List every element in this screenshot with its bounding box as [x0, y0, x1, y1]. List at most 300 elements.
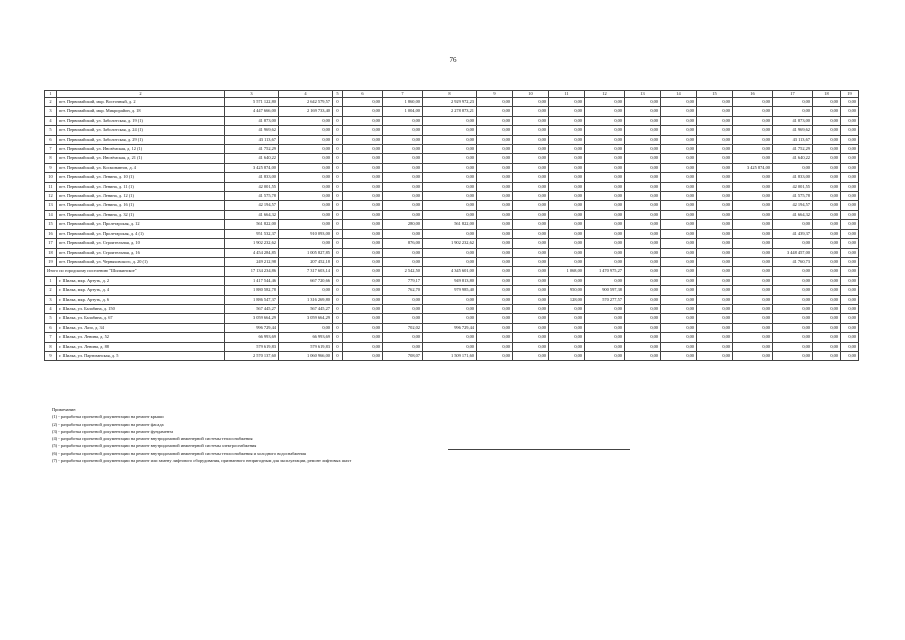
value-cell: 0,00 — [423, 145, 477, 154]
value-cell: 41 439,37 — [773, 229, 813, 238]
value-cell: 0,00 — [423, 173, 477, 182]
value-cell: 0,00 — [585, 163, 625, 172]
value-cell: 0,00 — [549, 257, 585, 266]
address-cell: г. Шилка, ул. Партизанская, д. 5 — [57, 351, 225, 360]
value-cell: 0,00 — [773, 286, 813, 295]
value-cell: 0,00 — [343, 201, 383, 210]
row-number: 2 — [45, 286, 57, 295]
row-number: 9 — [45, 163, 57, 172]
address-cell: г. Шилка, ул. Ленина, д. 52 — [57, 333, 225, 342]
value-cell: 0 — [333, 295, 343, 304]
value-cell: 0,00 — [661, 295, 697, 304]
value-cell: 0,00 — [585, 323, 625, 332]
value-cell: 0,00 — [625, 154, 661, 163]
value-cell: 0,00 — [813, 248, 841, 257]
value-cell: 762,70 — [383, 286, 423, 295]
address-cell: пгт. Первомайский, ул. Строительная, д. 10 — [57, 239, 225, 248]
value-cell: 0,00 — [549, 173, 585, 182]
value-cell: 0 — [333, 286, 343, 295]
value-cell: 0,00 — [841, 333, 859, 342]
value-cell: 41 664,32 — [773, 210, 813, 219]
value-cell: 0,00 — [423, 116, 477, 125]
value-cell: 0 — [333, 314, 343, 323]
address-cell: г. Шилка, ул. Балабина, д. 67 — [57, 314, 225, 323]
value-cell: 0,00 — [625, 220, 661, 229]
value-cell: 4 345 601,00 — [423, 267, 477, 276]
value-cell: 41 752,29 — [225, 145, 279, 154]
value-cell: 0,00 — [513, 351, 549, 360]
value-cell: 567 445,27 — [279, 304, 333, 313]
column-number-cell: 18 — [813, 91, 841, 98]
value-cell: 0 — [333, 351, 343, 360]
value-cell: 0,00 — [585, 229, 625, 238]
value-cell: 2 278 873,21 — [423, 107, 477, 116]
column-number-cell: 17 — [773, 91, 813, 98]
value-cell: 0,00 — [513, 304, 549, 313]
value-cell: 0,00 — [841, 342, 859, 351]
value-cell: 949 813,80 — [423, 276, 477, 285]
note-item: (4) - разработка проектной документации на ремонт внутридомовой инженерной системы теплоснабжения — [52, 436, 253, 442]
column-number-cell: 13 — [625, 91, 661, 98]
value-cell: 0,00 — [549, 192, 585, 201]
address-cell: пгт. Первомайский, мкр. Восточный, д. 2 — [57, 98, 225, 107]
value-cell: 0,00 — [841, 107, 859, 116]
value-cell: 900 597,38 — [585, 286, 625, 295]
value-cell: 0,00 — [625, 333, 661, 342]
address-cell: г. Шилка, ул. Лазо, д. 34 — [57, 323, 225, 332]
program-table — [44, 90, 859, 361]
value-cell: 0,00 — [661, 323, 697, 332]
value-cell: 0,00 — [383, 248, 423, 257]
value-cell: 0,00 — [813, 257, 841, 266]
value-cell: 0 — [333, 154, 343, 163]
value-cell: 0,00 — [343, 126, 383, 135]
value-cell: 0,00 — [279, 323, 333, 332]
address-cell: пгт. Первомайский, ул. Ленина, д. 12 (1) — [57, 192, 225, 201]
value-cell: 667 720,66 — [279, 276, 333, 285]
column-number-cell: 19 — [841, 91, 859, 98]
value-cell: 0,00 — [841, 220, 859, 229]
value-cell: 0 — [333, 210, 343, 219]
value-cell: 1 886 547,37 — [225, 295, 279, 304]
value-cell: 2 169 733,40 — [279, 107, 333, 116]
value-cell: 0 — [333, 116, 343, 125]
value-cell: 0,00 — [697, 314, 733, 323]
value-cell: 0,00 — [549, 333, 585, 342]
row-number: 7 — [45, 145, 57, 154]
value-cell: 0,00 — [661, 173, 697, 182]
column-number-cell: 6 — [343, 91, 383, 98]
value-cell: 0,00 — [549, 135, 585, 144]
value-cell: 0,00 — [423, 154, 477, 163]
row-number: 5 — [45, 314, 57, 323]
value-cell: 41 833,00 — [773, 173, 813, 182]
value-cell: 0,00 — [625, 323, 661, 332]
column-number-cell: 12 — [585, 91, 625, 98]
value-cell: 0,00 — [733, 126, 773, 135]
value-cell: 0,00 — [279, 220, 333, 229]
value-cell: 0,00 — [813, 145, 841, 154]
value-cell: 0 — [333, 229, 343, 238]
value-cell: 0,00 — [697, 248, 733, 257]
value-cell: 0,00 — [343, 267, 383, 276]
value-cell: 0,00 — [383, 173, 423, 182]
value-cell: 0,00 — [733, 351, 773, 360]
value-cell: 0,00 — [513, 229, 549, 238]
value-cell: 0,00 — [773, 333, 813, 342]
value-cell: 0,00 — [841, 323, 859, 332]
value-cell: 41 969,62 — [225, 126, 279, 135]
value-cell: 0,00 — [733, 323, 773, 332]
value-cell: 207 452,18 — [279, 257, 333, 266]
value-cell: 570 277,57 — [585, 295, 625, 304]
value-cell: 42 194,57 — [773, 201, 813, 210]
value-cell: 0,00 — [813, 182, 841, 191]
row-number: 14 — [45, 210, 57, 219]
value-cell: 0,00 — [477, 98, 513, 107]
value-cell: 0,00 — [697, 116, 733, 125]
value-cell: 910 093,00 — [279, 229, 333, 238]
value-cell: 996 729,44 — [423, 323, 477, 332]
row-number: 3 — [45, 295, 57, 304]
value-cell: 0,00 — [661, 342, 697, 351]
address-cell: г. Шилка, мкр. Артуть, д. 2 — [57, 276, 225, 285]
value-cell: 0,00 — [661, 98, 697, 107]
value-cell: 0,00 — [585, 154, 625, 163]
value-cell: 0,00 — [585, 98, 625, 107]
value-cell: 3 425 874,00 — [225, 163, 279, 172]
value-cell: 0,00 — [661, 351, 697, 360]
value-cell: 43 113,67 — [225, 135, 279, 144]
value-cell: 0,00 — [841, 276, 859, 285]
value-cell: 3 059 664,29 — [279, 314, 333, 323]
row-number: 17 — [45, 239, 57, 248]
value-cell: 0,00 — [549, 98, 585, 107]
value-cell: 0,00 — [625, 286, 661, 295]
value-cell: 0,00 — [423, 126, 477, 135]
value-cell: 0,00 — [343, 173, 383, 182]
value-cell: 0,00 — [423, 333, 477, 342]
value-cell: 41 640,22 — [773, 154, 813, 163]
value-cell: 0,00 — [513, 239, 549, 248]
value-cell: 0,00 — [773, 314, 813, 323]
table-row — [45, 145, 859, 154]
address-cell: пгт. Первомайский, ул. Ленина, д. 11 (1) — [57, 182, 225, 191]
value-cell: 0,00 — [585, 210, 625, 219]
row-number: 3 — [45, 107, 57, 116]
value-cell: 0,00 — [773, 295, 813, 304]
value-cell: 0,00 — [549, 248, 585, 257]
value-cell: 0,00 — [549, 107, 585, 116]
value-cell: 0,00 — [813, 135, 841, 144]
value-cell: 702,02 — [383, 323, 423, 332]
value-cell: 0,00 — [343, 116, 383, 125]
row-number: 6 — [45, 323, 57, 332]
row-number: 9 — [45, 351, 57, 360]
value-cell: 0,00 — [477, 201, 513, 210]
value-cell: 0,00 — [841, 295, 859, 304]
value-cell: 0,00 — [697, 107, 733, 116]
value-cell: 0,00 — [697, 201, 733, 210]
value-cell: 0,00 — [477, 342, 513, 351]
value-cell: 0,00 — [549, 276, 585, 285]
value-cell: 0,00 — [625, 295, 661, 304]
value-cell: 0,00 — [513, 173, 549, 182]
value-cell: 0,00 — [697, 126, 733, 135]
value-cell: 0 — [333, 239, 343, 248]
value-cell: 0,00 — [625, 116, 661, 125]
value-cell: 0,00 — [625, 182, 661, 191]
value-cell: 0,00 — [549, 314, 585, 323]
notes-section — [52, 406, 351, 464]
value-cell: 0,00 — [625, 163, 661, 172]
value-cell: 0,00 — [733, 192, 773, 201]
address-cell: пгт. Первомайский, ул. Пролетарская, д. 12 — [57, 220, 225, 229]
value-cell: 0,00 — [383, 116, 423, 125]
address-cell: пгт. Первомайский, ул. Космонавтов, д. 4 — [57, 163, 225, 172]
value-cell: 0,00 — [585, 248, 625, 257]
column-number-cell: 16 — [733, 91, 773, 98]
value-cell: 0,00 — [813, 116, 841, 125]
value-cell: 0,00 — [813, 210, 841, 219]
value-cell: 0,00 — [423, 314, 477, 323]
value-cell: 0,00 — [585, 192, 625, 201]
row-number: 12 — [45, 192, 57, 201]
value-cell: 0,00 — [477, 107, 513, 116]
value-cell: 0,00 — [697, 173, 733, 182]
value-cell: 0,00 — [625, 239, 661, 248]
value-cell: 0,00 — [585, 135, 625, 144]
value-cell: 0,00 — [697, 182, 733, 191]
value-cell: 7 317 603,14 — [279, 267, 333, 276]
value-cell: 0,00 — [383, 314, 423, 323]
value-cell: 0 — [333, 182, 343, 191]
value-cell: 0,00 — [813, 239, 841, 248]
value-cell: 0,00 — [279, 126, 333, 135]
value-cell: 0,00 — [343, 276, 383, 285]
value-cell: 0,00 — [513, 333, 549, 342]
value-cell: 0,00 — [773, 276, 813, 285]
row-number: 15 — [45, 220, 57, 229]
value-cell: 0,00 — [841, 145, 859, 154]
table-row — [45, 98, 859, 107]
value-cell: 0 — [333, 333, 343, 342]
subtotal-label: Итого по городскому поселению "Шилкинское" — [45, 267, 225, 276]
value-cell: 0,00 — [733, 314, 773, 323]
value-cell: 0,00 — [343, 182, 383, 191]
value-cell: 0,00 — [513, 98, 549, 107]
note-item: (6) - разработка проектной документации на ремонт внутридомовой инженерной системы теплоснабжения и холодного водоснабжения — [52, 450, 306, 456]
value-cell: 0,00 — [733, 210, 773, 219]
table-row — [45, 182, 859, 191]
row-number: 2 — [45, 98, 57, 107]
value-cell: 0,00 — [661, 182, 697, 191]
column-number-cell: 1 — [45, 91, 57, 98]
value-cell: 0,00 — [773, 98, 813, 107]
address-cell: пгт. Первомайский, ул. Ленина, д. 32 (1) — [57, 210, 225, 219]
value-cell: 0,00 — [383, 145, 423, 154]
value-cell: 0,00 — [661, 267, 697, 276]
note-item: (7) - разработка проектной документации на ремонт или замену лифтового оборудования, признанного непригодным для эксплуатации, ремонт лифтовых шахт — [52, 458, 352, 464]
value-cell: 0,00 — [697, 239, 733, 248]
value-cell: 0,00 — [585, 220, 625, 229]
value-cell: 1 902 232,62 — [225, 239, 279, 248]
value-cell: 0,00 — [841, 201, 859, 210]
value-cell: 1 004,00 — [383, 107, 423, 116]
value-cell: 0,00 — [661, 333, 697, 342]
table-row — [45, 210, 859, 219]
value-cell: 1 880 582,78 — [225, 286, 279, 295]
value-cell: 0 — [333, 257, 343, 266]
value-cell: 0,00 — [383, 342, 423, 351]
value-cell: 0,00 — [423, 192, 477, 201]
value-cell: 0,00 — [343, 135, 383, 144]
row-number: 13 — [45, 201, 57, 210]
value-cell: 66 993,69 — [279, 333, 333, 342]
value-cell: 0,00 — [513, 314, 549, 323]
value-cell: 0,00 — [625, 201, 661, 210]
value-cell: 0,00 — [343, 192, 383, 201]
value-cell: 0,00 — [585, 257, 625, 266]
address-cell: г. Шилка, мкр. Артуть, д. 6 — [57, 295, 225, 304]
value-cell: 0,00 — [625, 173, 661, 182]
value-cell: 0,00 — [477, 257, 513, 266]
table-row — [45, 154, 859, 163]
value-cell: 0,00 — [549, 182, 585, 191]
table-row — [45, 173, 859, 182]
value-cell: 0,00 — [477, 182, 513, 191]
table-row — [45, 201, 859, 210]
value-cell: 0,00 — [585, 276, 625, 285]
table-row — [45, 163, 859, 172]
value-cell: 0,00 — [841, 154, 859, 163]
value-cell: 0,00 — [697, 351, 733, 360]
value-cell: 0,00 — [841, 192, 859, 201]
value-cell: 0 — [333, 276, 343, 285]
value-cell: 0,00 — [477, 116, 513, 125]
value-cell: 0,00 — [733, 182, 773, 191]
value-cell: 0,00 — [661, 116, 697, 125]
value-cell: 41 873,00 — [225, 116, 279, 125]
value-cell: 41 760,73 — [773, 257, 813, 266]
value-cell: 0,00 — [279, 182, 333, 191]
value-cell: 0,00 — [383, 154, 423, 163]
row-number: 1 — [45, 276, 57, 285]
value-cell: 1 509 171,60 — [423, 351, 477, 360]
value-cell: 3 059 664,29 — [225, 314, 279, 323]
value-cell: 0,00 — [813, 351, 841, 360]
value-cell: 0,00 — [733, 239, 773, 248]
table-row — [45, 257, 859, 266]
value-cell: 1 860,00 — [383, 98, 423, 107]
column-number-cell: 14 — [661, 91, 697, 98]
value-cell: 0,00 — [813, 98, 841, 107]
value-cell: 43 113,67 — [773, 135, 813, 144]
value-cell: 0,00 — [513, 201, 549, 210]
value-cell: 0,00 — [841, 135, 859, 144]
value-cell: 0,00 — [813, 342, 841, 351]
value-cell: 0,00 — [813, 107, 841, 116]
value-cell: 0,00 — [841, 286, 859, 295]
value-cell: 0 — [333, 145, 343, 154]
value-cell: 0,00 — [585, 304, 625, 313]
value-cell: 0,00 — [477, 210, 513, 219]
value-cell: 0,00 — [383, 135, 423, 144]
value-cell: 0,00 — [343, 145, 383, 154]
value-cell: 876,00 — [383, 239, 423, 248]
value-cell: 0,00 — [841, 257, 859, 266]
value-cell: 0,00 — [383, 229, 423, 238]
address-cell: г. Шилка, ул. Балабина, д. 150 — [57, 304, 225, 313]
value-cell: 2 542,50 — [383, 267, 423, 276]
value-cell: 0,00 — [813, 154, 841, 163]
value-cell: 41 752,29 — [773, 145, 813, 154]
value-cell: 0,00 — [423, 135, 477, 144]
value-cell: 0,00 — [813, 323, 841, 332]
value-cell: 0 — [333, 248, 343, 257]
address-cell: пгт. Первомайский, ул. Инозёмская, д. 12 (1) — [57, 145, 225, 154]
value-cell: 0,00 — [661, 201, 697, 210]
value-cell: 0,00 — [625, 98, 661, 107]
row-number: 8 — [45, 154, 57, 163]
value-cell: 0,00 — [697, 276, 733, 285]
value-cell: 4 447 666,00 — [225, 107, 279, 116]
value-cell: 0,00 — [625, 267, 661, 276]
column-number-cell: 3 — [225, 91, 279, 98]
table-row — [45, 342, 859, 351]
value-cell: 0,00 — [343, 229, 383, 238]
value-cell: 0,00 — [585, 145, 625, 154]
table-row — [45, 107, 859, 116]
value-cell: 0,00 — [841, 98, 859, 107]
value-cell: 0,00 — [813, 163, 841, 172]
value-cell: 0 — [333, 135, 343, 144]
column-number-row — [45, 91, 859, 98]
value-cell: 579 619,83 — [279, 342, 333, 351]
value-cell: 0,00 — [697, 220, 733, 229]
value-cell: 0,00 — [423, 304, 477, 313]
value-cell: 0,00 — [279, 116, 333, 125]
value-cell: 0,00 — [585, 126, 625, 135]
row-number: 10 — [45, 173, 57, 182]
value-cell: 0,00 — [477, 276, 513, 285]
value-cell: 0,00 — [585, 239, 625, 248]
value-cell: 2 929 972,23 — [423, 98, 477, 107]
table-row — [45, 304, 859, 313]
value-cell: 0,00 — [661, 314, 697, 323]
value-cell: 0,00 — [279, 192, 333, 201]
value-cell: 0,00 — [661, 229, 697, 238]
value-cell: 0,00 — [585, 333, 625, 342]
value-cell: 0,00 — [733, 154, 773, 163]
value-cell: 0,00 — [625, 126, 661, 135]
column-number-cell: 4 — [279, 91, 333, 98]
value-cell: 0,00 — [625, 257, 661, 266]
value-cell: 0,00 — [661, 145, 697, 154]
value-cell: 0,00 — [773, 107, 813, 116]
column-number-cell: 10 — [513, 91, 549, 98]
value-cell: 0,00 — [549, 351, 585, 360]
value-cell: 0,00 — [343, 304, 383, 313]
value-cell: 0 — [333, 267, 343, 276]
row-number: 19 — [45, 257, 57, 266]
value-cell: 0,00 — [343, 333, 383, 342]
value-cell: 0,00 — [841, 182, 859, 191]
address-cell: пгт. Первомайский, ул. Ленина, д. 16 (1) — [57, 201, 225, 210]
value-cell: 567 445,27 — [225, 304, 279, 313]
value-cell: 0,00 — [661, 126, 697, 135]
value-cell: 0,00 — [697, 229, 733, 238]
